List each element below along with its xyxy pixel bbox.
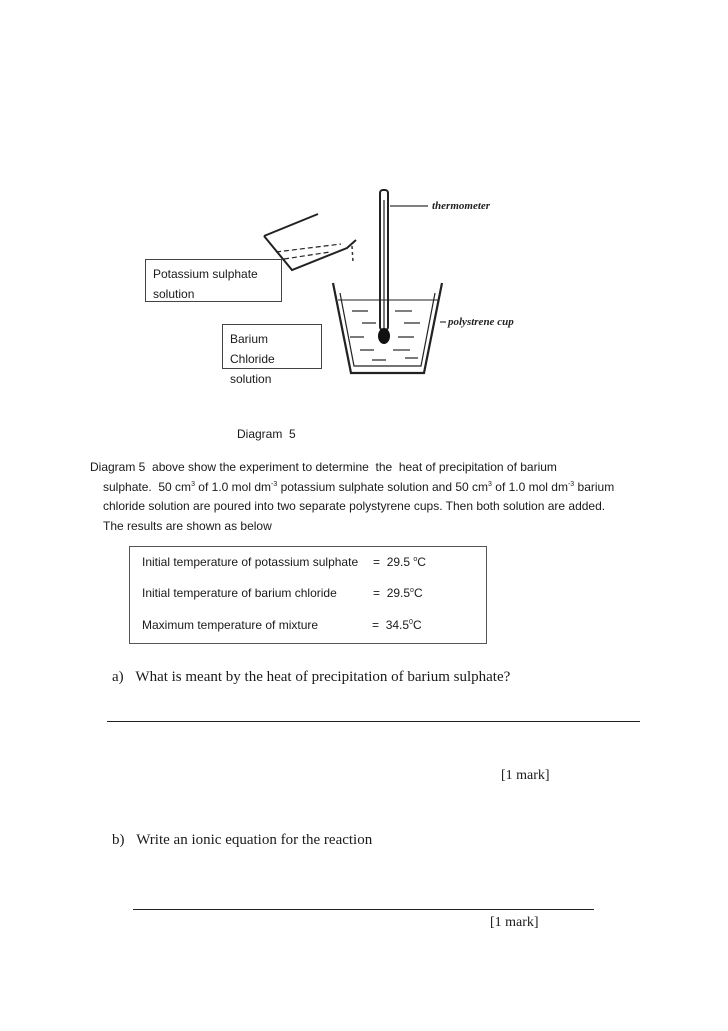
answer-line-b[interactable] [133,909,594,910]
description-paragraph [90,458,663,536]
result-row-maximum: Maximum temperature of mixture = 34.5$^0$C [142,618,422,632]
cup-label: polystrene cup [448,316,514,328]
answer-line-a[interactable] [107,721,640,722]
paragraph-line: Diagram 5 above show the experiment to determine the heat of precipitation of barium [90,460,557,474]
mark-b: [1 mark] [490,915,539,930]
potassium-sulphate-label: Potassium sulphate solution [145,259,282,302]
barium-chloride-label: Barium Chloride solution [222,324,322,369]
question-b: b) Write an ionic equation for the reaction [112,832,373,848]
pour-stream [352,246,353,262]
mark-a: [1 mark] [501,768,550,783]
experiment-diagram [0,0,728,400]
question-a: a) What is meant by the heat of precipitation of barium sulphate? [112,669,511,685]
thermometer [380,190,388,330]
result-row-barium: Initial temperature of barium chloride = 29.5$^o$C [142,586,423,600]
diagram-caption: Diagram 5 [237,427,296,441]
result-row-potassium: Initial temperature of potassium sulphate = 29.5 $^o$C [142,555,426,569]
paragraph-line: The results are shown as below [103,518,272,533]
thermometer-bulb [378,328,390,344]
results-box [129,546,487,644]
thermometer-label: thermometer [432,200,491,212]
paragraph-line: sulphate. 50 $cm^3$ of 1.0 mol $dm^{-3}$ potassium sulphate solution and 50 $cm^3$ of 1.0 mol $dm^{-3}$ barium [103,479,615,494]
paragraph-line: chloride solution are poured into two separate polystyrene cups. Then both solution are added. [103,499,606,513]
